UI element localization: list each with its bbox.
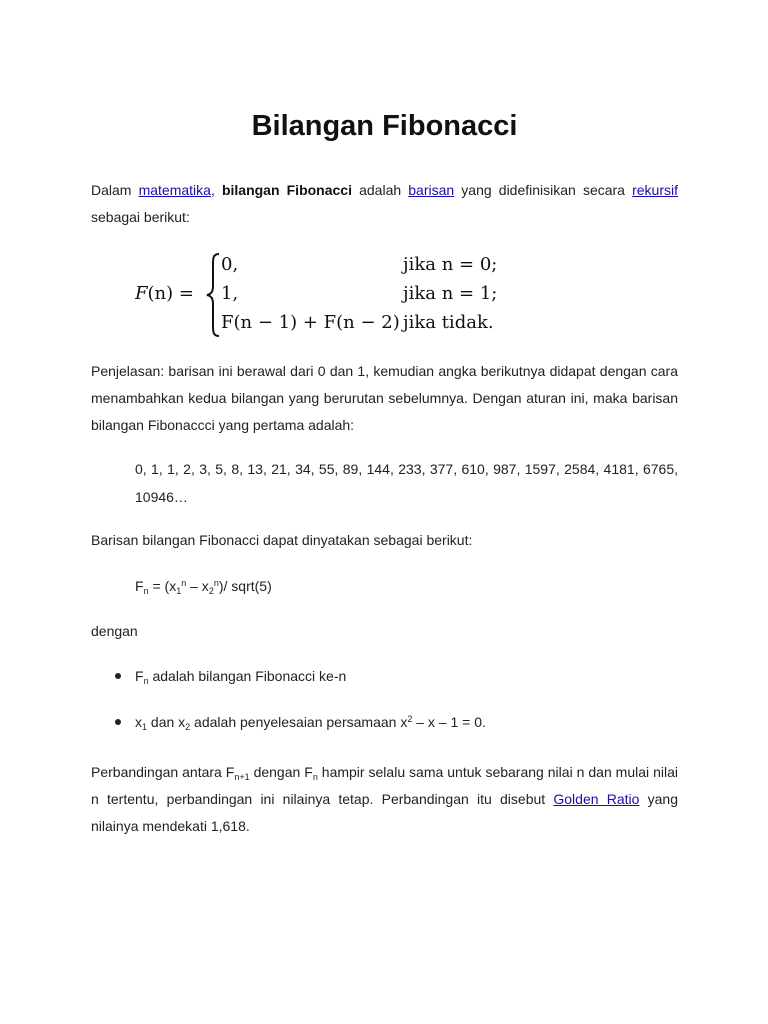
ratio-n-subscript: n xyxy=(312,772,318,782)
fn-n-subscript: n xyxy=(143,586,149,596)
ratio-text-2: dengan F xyxy=(249,764,313,780)
case-3-value: F(n − 1) + F(n − 2) xyxy=(221,312,400,333)
formula-lhs-f: F xyxy=(135,283,148,304)
ratio-text-1: Perbandingan antara F xyxy=(91,764,235,780)
list-item xyxy=(91,664,678,688)
case-2-condition: jika n = 1; xyxy=(403,283,498,304)
x2-superscript: n xyxy=(213,578,219,588)
case-1-value: 0, xyxy=(221,254,239,275)
definition-list xyxy=(91,664,678,734)
fn-f: F xyxy=(135,578,144,594)
formula-lhs-rest: (n) = xyxy=(147,283,194,304)
ratio-n1-subscript: n+1 xyxy=(234,772,250,782)
fn-closed-formula xyxy=(135,574,272,598)
intro-text-1: Dalam xyxy=(91,182,139,198)
x1-superscript: n xyxy=(181,578,187,588)
bullet1-f: F xyxy=(135,668,144,684)
x1-subscript: 1 xyxy=(176,586,182,596)
ratio-text-4: yang nilainya mendekati 1,618. xyxy=(91,791,678,834)
expressed-paragraph: Barisan bilangan Fibonacci dapat dinyatakan sebagai berikut: xyxy=(91,532,473,548)
ratio-text-3: hampir selalu sama untuk sebarang nilai n dan mulai nilai n tertentu, perbandingan ini nilainya tetap. Perbandingan itu disebut xyxy=(91,764,678,807)
intro-text-3: adalah xyxy=(351,182,409,198)
bullet2-sub1: 1 xyxy=(142,722,148,732)
link-rekursif[interactable]: rekursif xyxy=(632,182,678,198)
bullet2-mid: dan x xyxy=(147,714,186,730)
bullet2-text: adalah penyelesaian persamaan x xyxy=(190,714,408,730)
bullet-dot-icon xyxy=(115,719,121,725)
formula-lhs xyxy=(135,283,194,304)
bold-term: bilangan Fibonacci xyxy=(221,182,352,198)
case-3-condition: jika tidak. xyxy=(403,312,494,333)
bullet2-sub2: 2 xyxy=(185,722,191,732)
case-2-value: 1, xyxy=(221,283,239,304)
bullet2-x: x xyxy=(135,714,142,730)
list-item xyxy=(91,710,678,734)
x2-subscript: 2 xyxy=(208,586,214,596)
left-brace-icon xyxy=(205,252,221,338)
bullet1-n-subscript: n xyxy=(143,676,149,686)
page-title: Bilangan Fibonacci xyxy=(251,110,518,142)
intro-text-2: , xyxy=(210,182,222,198)
link-golden-ratio[interactable]: Golden Ratio xyxy=(553,791,640,807)
intro-text-5: sebagai berikut: xyxy=(91,209,190,225)
bullet2-tail: – x – 1 = 0. xyxy=(412,714,486,730)
fibonacci-definition-formula xyxy=(135,250,555,342)
link-matematika[interactable]: matematika xyxy=(138,182,211,198)
link-barisan[interactable]: barisan xyxy=(408,182,455,198)
intro-text-4: yang didefinisikan secara xyxy=(454,182,633,198)
case-1-condition: jika n = 0; xyxy=(403,254,498,275)
golden-ratio-paragraph xyxy=(91,759,678,840)
intro-paragraph xyxy=(91,177,678,231)
dengan-text: dengan xyxy=(91,623,138,639)
fn-eq: = (x xyxy=(148,578,177,594)
fibonacci-sequence: 0, 1, 1, 2, 3, 5, 8, 13, 21, 34, 55, 89, 144, 233, 377, 610, 987, 1597, 2584, 4181, 6765, 10946… xyxy=(135,461,678,505)
explanation-paragraph: Penjelasan: barisan ini berawal dari 0 dan 1, kemudian angka berikutnya didapat dengan cara menambahkan kedua bilangan yang berurutan sebelumnya. Dengan aturan ini, maka barisan bilangan Fibonaccci yang pertama adalah: xyxy=(91,363,678,433)
bullet1-text: adalah bilangan Fibonacci ke-n xyxy=(148,668,347,684)
bullet-dot-icon xyxy=(115,673,121,679)
fn-tail: )/ sqrt(5) xyxy=(218,578,272,594)
fn-minus: – x xyxy=(186,578,209,594)
bullet2-sup: 2 xyxy=(407,714,413,724)
